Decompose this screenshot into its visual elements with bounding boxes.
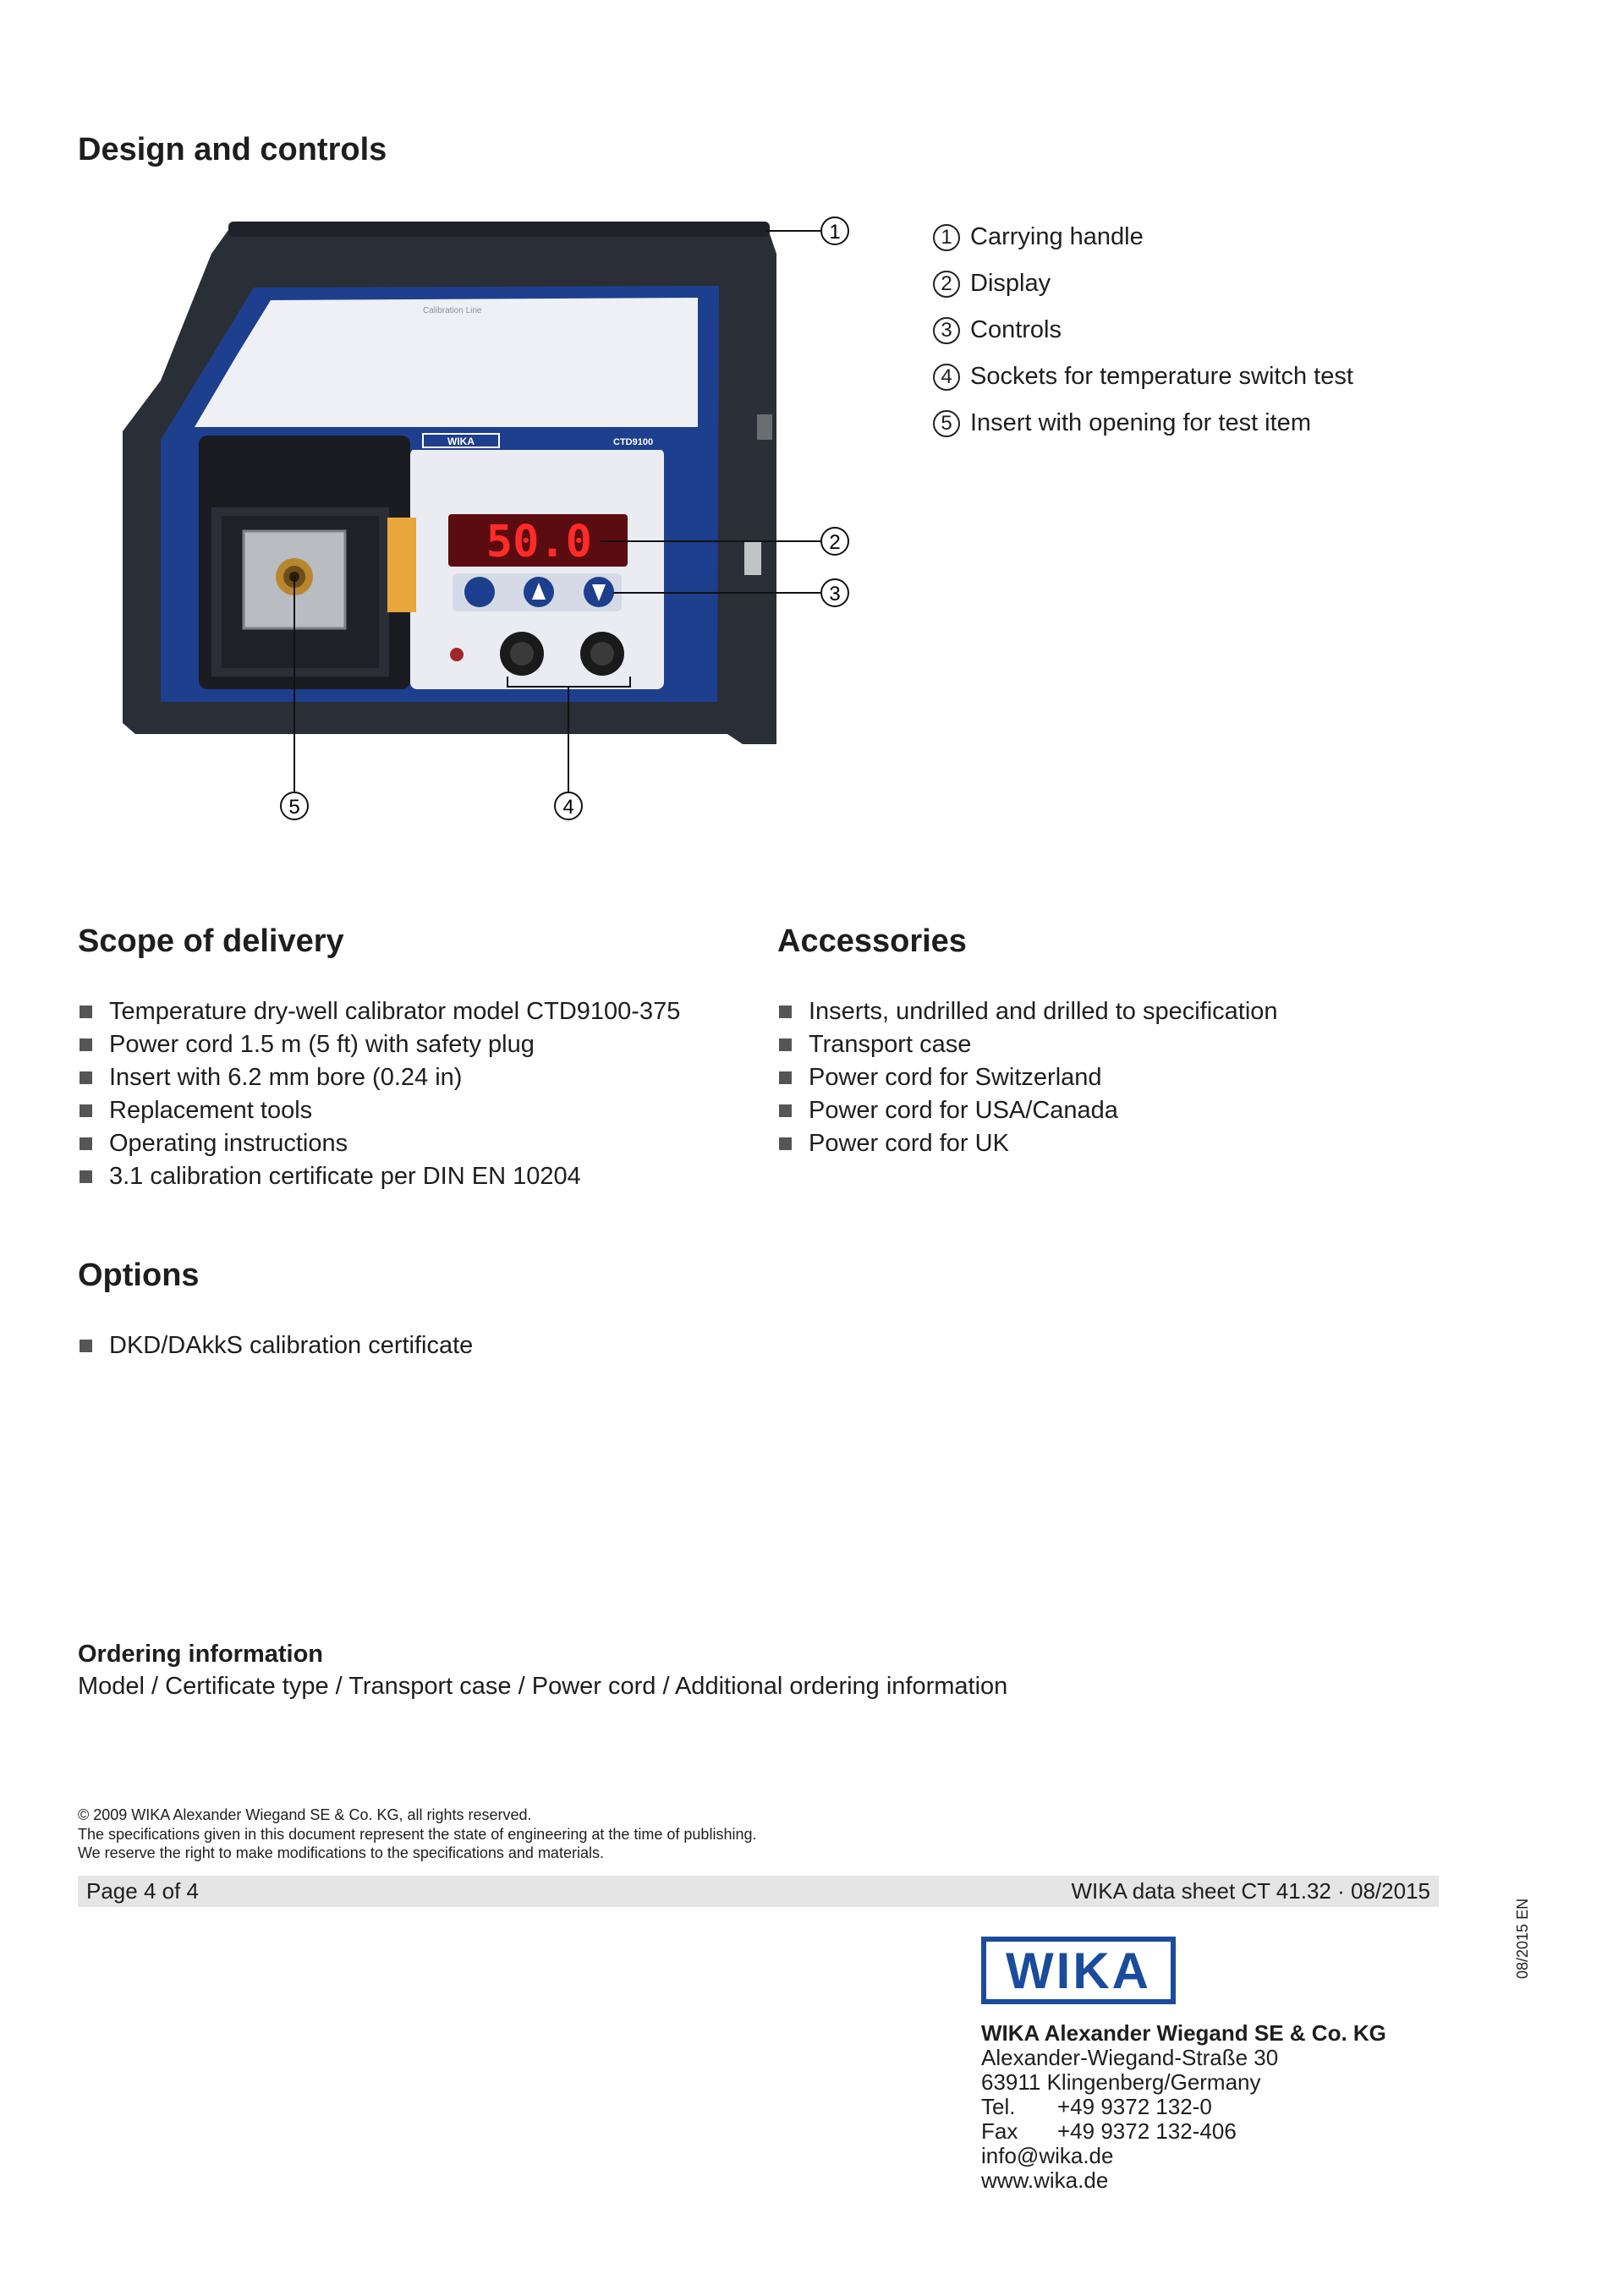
design-title: Design and controls: [78, 132, 387, 167]
callout-1: [821, 217, 848, 244]
company-fax: Fax +49 9372 132-406: [981, 2118, 1237, 2144]
company-name: WIKA Alexander Wiegand SE & Co. KG: [981, 2020, 1386, 2046]
legend-item: 5 Insert with opening for test item: [933, 400, 1353, 447]
list-item: Operating instructions: [78, 1127, 680, 1160]
callout-5: [281, 792, 308, 819]
ordering-text: Model / Certificate type / Transport case / Power cord / Additional ordering information: [78, 1673, 1008, 1700]
company-address: [981, 2021, 1386, 2193]
scope-list: [78, 995, 680, 1193]
company-street: Alexander-Wiegand-Straße 30: [981, 2045, 1279, 2070]
scope-title: Scope of delivery: [78, 923, 344, 959]
svg-text:1: 1: [829, 221, 841, 244]
callout-4: [555, 792, 582, 819]
list-item: Transport case: [777, 1028, 1278, 1061]
list-item: Temperature dry-well calibrator model CTD9100-375: [78, 995, 680, 1028]
device-brand: WIKA: [447, 436, 475, 447]
legend-item: 4 Sockets for temperature switch test: [933, 353, 1353, 400]
options-title: Options: [78, 1258, 200, 1293]
accessories-title: Accessories: [777, 923, 967, 959]
list-item: Replacement tools: [78, 1094, 680, 1127]
company-email[interactable]: info@wika.de: [981, 2143, 1114, 2168]
list-item: 3.1 calibration certificate per DIN EN 10204: [78, 1160, 680, 1193]
svg-text:2: 2: [829, 531, 841, 554]
temperature-display: 50.0: [486, 517, 592, 567]
company-tel: Tel. +49 9372 132-0: [981, 2094, 1212, 2119]
list-item: Power cord for UK: [777, 1127, 1278, 1160]
list-item: Inserts, undrilled and drilled to specification: [777, 995, 1278, 1028]
legal-notice: © 2009 WIKA Alexander Wiegand SE & Co. KG, all rights reserved. The specifications given in this document represent the state of engineering at the time of publishing. We reserve the right to make modifications to the specifications and materials.: [78, 1806, 757, 1861]
calibrator-illustration: [110, 211, 871, 837]
callout-3: [821, 579, 848, 606]
options-list: [78, 1329, 473, 1362]
svg-text:4: 4: [562, 796, 574, 819]
list-item: DKD/DAkkS calibration certificate: [78, 1329, 473, 1362]
list-item: Insert with 6.2 mm bore (0.24 in): [78, 1061, 680, 1094]
enter-button[interactable]: [464, 577, 495, 607]
footer-bar: [78, 1876, 1439, 1907]
svg-text:5: 5: [288, 796, 300, 819]
datasheet-ref: WIKA data sheet CT 41.32 · 08/2015: [1071, 1878, 1430, 1904]
list-item: Power cord for Switzerland: [777, 1061, 1278, 1094]
legend-item: 3 Controls: [933, 307, 1353, 353]
svg-text:3: 3: [829, 583, 841, 606]
device-model: CTD9100: [613, 437, 654, 447]
legend-item: 1 Carrying handle: [933, 214, 1353, 260]
design-legend: [933, 214, 1353, 447]
side-code: 08/2015 EN: [1514, 1898, 1531, 1979]
status-led: [450, 648, 464, 661]
company-city: 63911 Klingenberg/Germany: [981, 2069, 1261, 2095]
accessories-list: [777, 995, 1278, 1160]
ordering-title: Ordering information: [78, 1641, 323, 1668]
calibration-line-label: Calibration Line: [423, 306, 482, 315]
legend-item: 2 Display: [933, 260, 1353, 307]
list-item: Power cord for USA/Canada: [777, 1094, 1278, 1127]
wika-logo: WIKA: [981, 1937, 1176, 2004]
list-item: Power cord 1.5 m (5 ft) with safety plug: [78, 1028, 680, 1061]
company-website[interactable]: www.wika.de: [981, 2167, 1109, 2193]
callout-2: [821, 528, 848, 555]
page-number: Page 4 of 4: [86, 1878, 199, 1904]
